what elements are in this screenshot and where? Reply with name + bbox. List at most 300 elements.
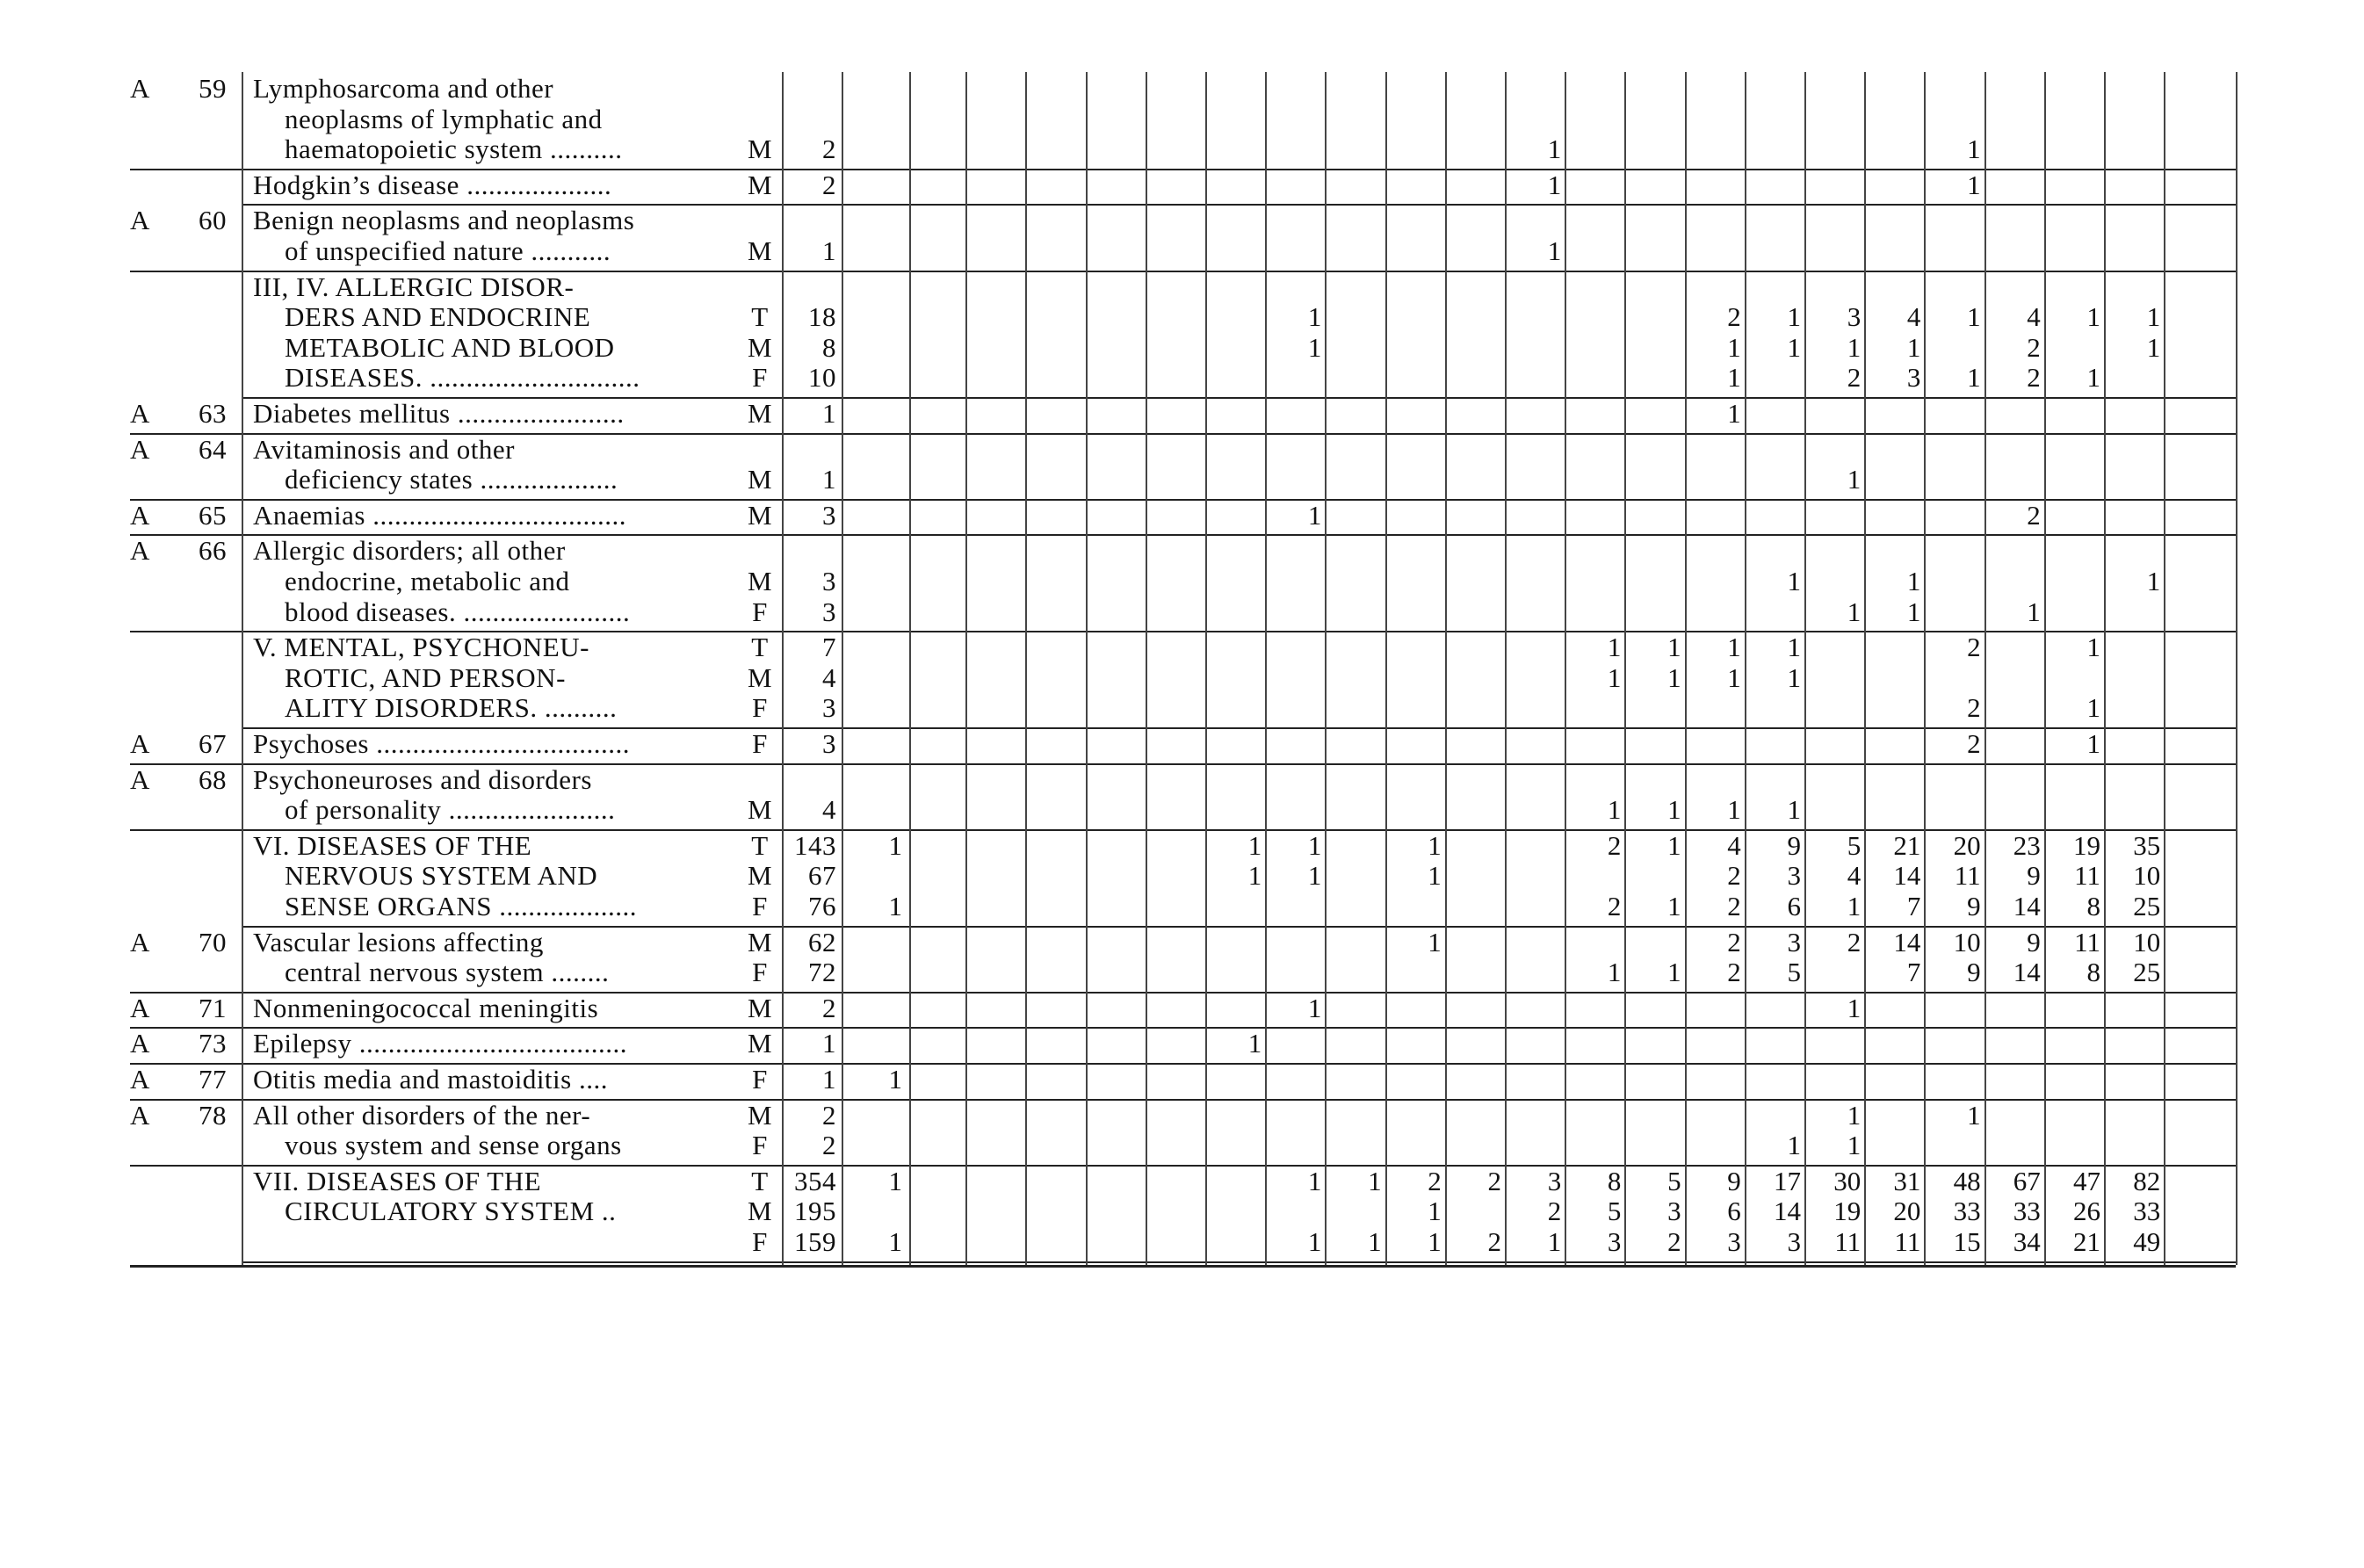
total-cell: 3 [822,728,836,759]
total-cell: 62 [808,926,836,957]
age-group-cell: 2 [1847,362,1862,394]
age-group-cell: 20 [1893,1196,1921,1227]
total-cell: 4 [822,794,836,826]
column-rule [1086,72,1088,1265]
age-group-cell: 1 [1667,661,1681,693]
age-group-cell: 3 [1607,1225,1622,1257]
age-group-cell: 5 [1847,829,1862,861]
age-group-cell: 2 [1727,860,1741,892]
age-group-cell: 1 [888,890,902,921]
age-group-cell: 1 [1547,1225,1562,1257]
age-group-cell: 20 [1953,829,1981,861]
cause-label: haematopoietic system .......... [285,134,623,165]
age-group-cell: 1 [1727,331,1741,363]
cause-label: VI. DISEASES OF THE [253,829,532,861]
age-group-cell: 1 [1787,661,1801,693]
row-number: 78 [199,1099,227,1131]
column-rule [2104,72,2106,1265]
age-group-cell: 9 [1967,890,1981,921]
total-cell: 1 [822,235,836,266]
age-group-cell: 34 [2013,1225,2041,1257]
age-group-cell: 1 [888,829,902,861]
row-code: A [130,535,150,567]
total-cell: 3 [822,565,836,596]
sex-code: T [751,301,769,333]
age-group-cell: 2 [2027,331,2041,363]
age-group-cell: 2 [1428,1165,1442,1196]
sex-code: F [752,1064,768,1095]
table-row [0,435,2364,501]
age-group-cell: 1 [1787,794,1801,826]
row-number: 59 [199,73,227,104]
age-group-cell: 14 [2013,957,2041,988]
row-code: A [130,1064,150,1095]
age-group-cell: 1 [1906,565,1921,596]
row-divider [242,1261,2236,1263]
cause-label: Anaemias ................................... [253,499,626,531]
sex-code: F [752,692,768,724]
age-group-cell: 1 [1607,632,1622,663]
age-group-cell: 1 [1307,499,1322,531]
age-group-cell: 1 [1307,331,1322,363]
age-group-cell: 1 [1307,301,1322,333]
age-group-cell: 11 [2074,860,2100,892]
total-cell: 3 [822,499,836,531]
total-cell: 2 [822,1099,836,1131]
age-group-cell: 21 [2073,1225,2100,1257]
row-number: 64 [199,433,227,465]
column-rule [909,72,911,1265]
age-group-cell: 1 [1847,596,1862,627]
age-group-cell: 15 [1953,1225,1981,1257]
total-cell: 2 [822,1130,836,1161]
cause-label: DISEASES. ............................. [285,362,640,394]
column-rule [1445,72,1447,1265]
sex-code: F [752,1225,768,1257]
table-row [0,831,2364,928]
age-group-cell: 9 [1727,1165,1741,1196]
total-cell: 4 [822,661,836,693]
cause-label: Lymphosarcoma and other [253,73,554,104]
table-row [0,928,2364,994]
sex-code: M [747,661,773,693]
sex-code: F [752,957,768,988]
age-group-cell: 25 [2133,957,2161,988]
total-cell: 2 [822,169,836,200]
age-group-cell: 1 [1727,362,1741,394]
cause-label: METABOLIC AND BLOOD [285,331,615,363]
age-group-cell: 1 [1727,632,1741,663]
row-code: A [130,398,150,429]
age-group-cell: 2 [1727,926,1741,957]
sex-code: M [747,464,773,495]
age-group-cell: 1 [1428,829,1442,861]
age-group-cell: 2 [1727,301,1741,333]
age-group-cell: 1 [888,1225,902,1257]
age-group-cell: 2 [1967,728,1981,759]
age-group-cell: 35 [2133,829,2161,861]
table-row [0,994,2364,1030]
age-group-cell: 14 [2013,890,2041,921]
row-code: A [130,992,150,1023]
table-row [0,536,2364,632]
age-group-cell: 1 [1667,794,1681,826]
total-cell: 76 [808,890,836,921]
sex-code: M [747,1028,773,1059]
age-group-cell: 1 [1247,860,1262,892]
table-row [0,632,2364,729]
age-group-cell: 1 [1547,235,1562,266]
table-row [0,729,2364,765]
age-group-cell: 3 [1787,1225,1801,1257]
total-cell: 2 [822,992,836,1023]
column-rule [2164,72,2165,1265]
age-group-cell: 6 [1787,890,1801,921]
table-row [0,399,2364,435]
age-group-cell: 2 [1847,926,1862,957]
total-cell: 67 [808,860,836,892]
age-group-cell: 23 [2013,829,2041,861]
age-group-cell: 8 [2086,957,2100,988]
age-group-cell: 25 [2133,890,2161,921]
column-rule [1205,72,1207,1265]
total-cell: 3 [822,692,836,724]
table-bottom-rule [130,1265,2236,1268]
total-cell: 1 [822,398,836,429]
total-cell: 18 [808,301,836,333]
age-group-cell: 1 [1368,1165,1382,1196]
age-group-cell: 1 [1847,1099,1862,1131]
cause-label: Psychoses ................................... [253,728,630,759]
age-group-cell: 1 [1847,992,1862,1023]
age-group-cell: 5 [1607,1196,1622,1227]
total-cell: 143 [794,829,836,861]
column-rule [1624,72,1626,1265]
sex-code: M [747,499,773,531]
age-group-cell: 2 [1727,957,1741,988]
total-cell: 8 [822,331,836,363]
age-group-cell: 1 [2146,331,2161,363]
total-cell: 7 [822,632,836,663]
row-number: 65 [199,499,227,531]
age-group-cell: 1 [1787,1130,1801,1161]
sex-code: T [751,632,769,663]
age-group-cell: 4 [1847,860,1862,892]
sex-code: M [747,926,773,957]
age-group-cell: 2 [1967,632,1981,663]
age-group-cell: 1 [1667,632,1681,663]
cause-label: Otitis media and mastoiditis .... [253,1064,608,1095]
sex-code: M [747,1196,773,1227]
age-group-cell: 1 [1787,301,1801,333]
age-group-cell: 1 [2146,301,2161,333]
age-group-cell: 1 [1787,632,1801,663]
age-group-cell: 1 [2086,632,2100,663]
age-group-cell: 11 [1894,1225,1921,1257]
age-group-cell: 5 [1787,957,1801,988]
cause-label: of personality ....................... [285,794,616,826]
row-code: A [130,73,150,104]
column-rule [1804,72,1806,1265]
row-number: 60 [199,205,227,236]
total-cell: 72 [808,957,836,988]
sex-code: T [751,1165,769,1196]
cause-label: III, IV. ALLERGIC DISOR- [253,271,575,302]
age-group-cell: 3 [1667,1196,1681,1227]
cause-label: Psychoneuroses and disorders [253,763,592,795]
age-group-cell: 19 [2073,829,2100,861]
age-group-cell: 1 [2086,362,2100,394]
total-cell: 354 [794,1165,836,1196]
age-group-cell: 1 [888,1165,902,1196]
total-cell: 1 [822,1028,836,1059]
age-group-cell: 3 [1847,301,1862,333]
row-code: A [130,205,150,236]
age-group-cell: 1 [2146,565,2161,596]
age-group-cell: 14 [1893,926,1921,957]
sex-code: M [747,794,773,826]
sex-code: F [752,728,768,759]
row-number: 73 [199,1028,227,1059]
age-group-cell: 10 [1953,926,1981,957]
age-group-cell: 33 [1953,1196,1981,1227]
cause-label: SENSE ORGANS ................... [285,890,637,921]
column-rule [842,72,843,1265]
age-group-cell: 2 [2027,499,2041,531]
row-number: 68 [199,763,227,795]
age-group-cell: 33 [2133,1196,2161,1227]
table-row [0,1065,2364,1101]
row-code: A [130,1028,150,1059]
age-group-cell: 2 [2027,362,2041,394]
age-group-cell: 1 [1967,301,1981,333]
column-rule [1385,72,1387,1265]
column-rule [1685,72,1687,1265]
age-group-cell: 2 [1967,692,1981,724]
age-group-cell: 1 [1368,1225,1382,1257]
row-code: A [130,728,150,759]
row-code: A [130,1099,150,1131]
cause-label: vous system and sense organs [285,1130,622,1161]
age-group-cell: 1 [1247,829,1262,861]
age-group-cell: 1 [1967,1099,1981,1131]
age-group-cell: 31 [1893,1165,1921,1196]
age-group-cell: 33 [2013,1196,2041,1227]
age-group-cell: 1 [2086,728,2100,759]
table-row [0,765,2364,831]
table-row [0,1029,2364,1065]
age-group-cell: 1 [1787,565,1801,596]
age-group-cell: 3 [1547,1165,1562,1196]
column-rule [1565,72,1566,1265]
row-number: 77 [199,1064,227,1095]
cause-label: All other disorders of the ner- [253,1099,591,1131]
age-group-cell: 9 [1787,829,1801,861]
age-group-cell: 3 [1906,362,1921,394]
sex-code: M [747,331,773,363]
age-group-cell: 2 [1667,1225,1681,1257]
cause-label: Hodgkin’s disease .................... [253,169,612,200]
sex-code: M [747,860,773,892]
age-group-cell: 1 [1428,1196,1442,1227]
table-row [0,501,2364,537]
age-group-cell: 11 [2074,926,2100,957]
age-group-cell: 2 [1487,1225,1501,1257]
cause-label: blood diseases. ....................... [285,596,631,627]
row-number: 66 [199,535,227,567]
sex-code: M [747,169,773,200]
sex-code: F [752,596,768,627]
column-rule [2236,72,2237,1265]
total-cell: 10 [808,362,836,394]
total-cell: 1 [822,1064,836,1095]
cause-label: deficiency states ................... [285,464,618,495]
age-group-cell: 1 [1547,169,1562,200]
cause-label: ROTIC, AND PERSON- [285,661,566,693]
age-group-cell: 1 [1967,362,1981,394]
age-group-cell: 1 [1667,957,1681,988]
age-group-cell: 2 [1607,829,1622,861]
age-group-cell: 11 [1834,1225,1862,1257]
sex-code: M [747,134,773,165]
cause-label: Diabetes mellitus ....................... [253,398,625,429]
age-group-cell: 1 [1967,134,1981,165]
age-group-cell: 1 [2086,692,2100,724]
age-group-cell: 1 [1607,661,1622,693]
age-group-cell: 8 [2086,890,2100,921]
age-group-cell: 1 [1727,398,1741,429]
column-rule [782,72,784,1265]
age-group-cell: 1 [1428,1225,1442,1257]
age-group-cell: 49 [2133,1225,2161,1257]
row-code: A [130,499,150,531]
age-group-cell: 1 [2086,301,2100,333]
row-number: 67 [199,728,227,759]
cause-label: of unspecified nature ........... [285,235,611,266]
age-group-cell: 1 [1906,331,1921,363]
age-group-cell: 1 [888,1064,902,1095]
column-rule [1984,72,1986,1265]
cause-label: NERVOUS SYSTEM AND [285,860,598,892]
age-group-cell: 1 [1727,794,1741,826]
age-group-cell: 26 [2073,1196,2100,1227]
age-group-cell: 1 [1307,1225,1322,1257]
column-rule [1924,72,1926,1265]
age-group-cell: 1 [1607,794,1622,826]
age-group-cell: 21 [1893,829,1921,861]
age-group-cell: 6 [1727,1196,1741,1227]
age-group-cell: 1 [1667,890,1681,921]
age-group-cell: 47 [2073,1165,2100,1196]
sex-code: F [752,362,768,394]
age-group-cell: 67 [2013,1165,2041,1196]
age-group-cell: 1 [1307,1165,1322,1196]
cause-label: Allergic disorders; all other [253,535,566,567]
age-group-cell: 10 [2133,926,2161,957]
age-group-cell: 30 [1833,1165,1862,1196]
table-row [0,74,2364,170]
total-cell: 2 [822,134,836,165]
table-row [0,272,2364,399]
age-group-cell: 14 [1774,1196,1801,1227]
age-group-cell: 17 [1774,1165,1801,1196]
age-group-cell: 4 [1906,301,1921,333]
age-group-cell: 48 [1953,1165,1981,1196]
row-code: A [130,763,150,795]
age-group-cell: 1 [1607,957,1622,988]
age-group-cell: 19 [1833,1196,1862,1227]
total-cell: 1 [822,464,836,495]
age-group-cell: 1 [1847,331,1862,363]
cause-label: CIRCULATORY SYSTEM .. [285,1196,617,1227]
age-group-cell: 3 [1787,926,1801,957]
total-cell: 159 [794,1225,836,1257]
age-group-cell: 2 [1727,890,1741,921]
age-group-cell: 5 [1667,1165,1681,1196]
row-number: 70 [199,926,227,957]
age-group-cell: 3 [1787,860,1801,892]
total-cell: 3 [822,596,836,627]
table-row [0,170,2364,206]
column-rule [965,72,967,1265]
cause-label: endocrine, metabolic and [285,565,570,596]
table-row [0,1101,2364,1167]
row-number: 71 [199,992,227,1023]
age-group-cell: 7 [1906,890,1921,921]
cause-label: DERS AND ENDOCRINE [285,301,591,333]
cause-label: V. MENTAL, PSYCHONEU- [253,632,589,663]
cause-label: Avitaminosis and other [253,433,515,465]
cause-label: Epilepsy ..................................... [253,1028,627,1059]
cause-label: VII. DISEASES OF THE [253,1165,542,1196]
age-group-cell: 1 [1247,1028,1262,1059]
column-rule [1265,72,1267,1265]
row-number: 63 [199,398,227,429]
age-group-cell: 82 [2133,1165,2161,1196]
age-group-cell: 4 [2027,301,2041,333]
table-row [0,1167,2364,1263]
age-group-cell: 1 [1307,992,1322,1023]
row-code: A [130,926,150,957]
age-group-cell: 8 [1607,1165,1622,1196]
cause-label: central nervous system ........ [285,957,610,988]
column-rule [1325,72,1327,1265]
age-group-cell: 1 [1667,829,1681,861]
sex-code: F [752,890,768,921]
sex-code: M [747,1099,773,1131]
sex-code: M [747,565,773,596]
row-code: A [130,433,150,465]
column-rule [1864,72,1866,1265]
age-group-cell: 7 [1906,957,1921,988]
label-column-rule [242,72,243,1265]
sex-code: M [747,235,773,266]
sex-code: F [752,1130,768,1161]
age-group-cell: 1 [1787,331,1801,363]
age-group-cell: 1 [1906,596,1921,627]
age-group-cell: 3 [1727,1225,1741,1257]
age-group-cell: 1 [2027,596,2041,627]
column-rule [1025,72,1027,1265]
age-group-cell: 1 [1847,890,1862,921]
cause-label: neoplasms of lymphatic and [285,103,603,134]
age-group-cell: 10 [2133,860,2161,892]
age-group-cell: 1 [1307,829,1322,861]
cause-label: ALITY DISORDERS. .......... [285,692,618,724]
age-group-cell: 4 [1727,829,1741,861]
age-group-cell: 14 [1893,860,1921,892]
age-group-cell: 2 [1607,890,1622,921]
